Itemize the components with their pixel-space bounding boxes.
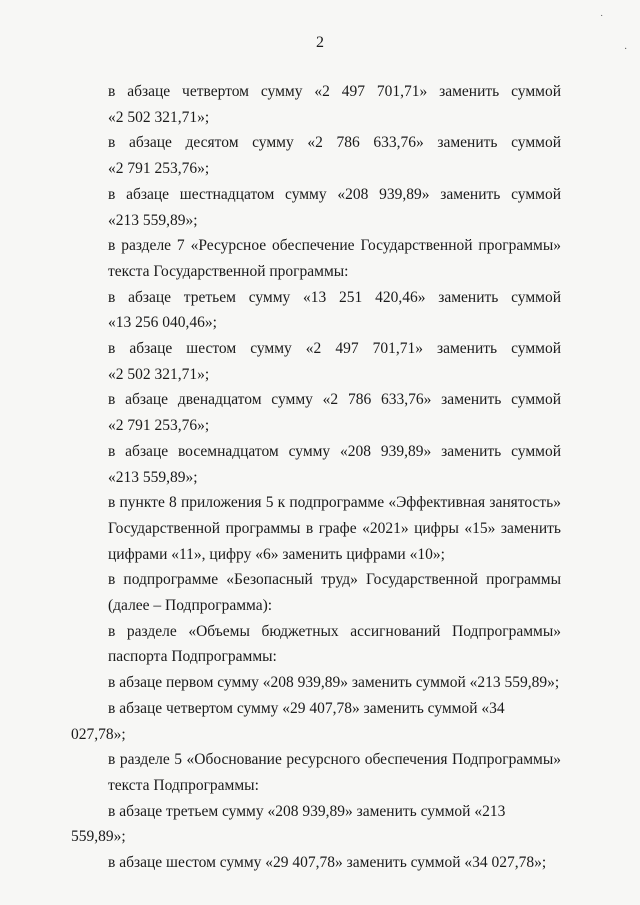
paragraph-line: «2 502 321,71»; — [108, 365, 210, 383]
amendment-paragraph — [71, 850, 561, 876]
amendment-paragraph — [71, 130, 561, 181]
paragraph-line: паспорта Подпрограммы: — [108, 648, 277, 666]
paragraph-line: текста Государственной программы: — [108, 262, 349, 280]
paragraph-line: в абзаце десятом сумму «2 786 633,76» заменить суммой — [108, 134, 561, 152]
paragraph-line: «13 256 040,46»; — [108, 314, 217, 332]
amendment-paragraph — [71, 182, 561, 233]
paragraph-line: в абзаце третьем сумму «208 939,89» заменить суммой «213 559,89»; — [71, 802, 506, 846]
paragraph-line: в абзаце третьем сумму «13 251 420,46» заменить суммой — [108, 288, 561, 306]
paragraph-line: в абзаце двенадцатом сумму «2 786 633,76» заменить суммой — [108, 391, 561, 409]
paragraph-line: «2 502 321,71»; — [108, 108, 210, 126]
paragraph-line: «213 559,89»; — [108, 468, 198, 486]
amendment-paragraph — [71, 619, 561, 670]
paragraph-line: в абзаце шестом сумму «29 407,78» заменить суммой «34 027,78»; — [108, 854, 547, 872]
amendment-paragraph — [71, 670, 561, 696]
paragraph-line: текста Подпрограммы: — [108, 776, 259, 794]
paragraph-line: «2 791 253,76»; — [108, 417, 210, 435]
paragraph-line: Государственной программы в графе «2021» цифры «15» заменить — [108, 519, 561, 537]
paragraph-line: в разделе «Объемы бюджетных ассигнований Подпрограммы» — [108, 622, 561, 640]
amendment-paragraph — [71, 439, 561, 490]
paragraph-line: в абзаце восемнадцатом сумму «208 939,89» заменить суммой — [108, 442, 561, 460]
paragraph-line: в подпрограмме «Безопасный труд» Государственной программы — [108, 571, 561, 589]
amendment-paragraph — [71, 696, 561, 747]
paragraph-line: в абзаце четвертом сумму «2 497 701,71» заменить суммой — [108, 83, 561, 100]
paragraph-line: цифрами «11», цифру «6» заменить цифрами «10»; — [108, 545, 445, 563]
document-body — [71, 79, 561, 876]
amendment-paragraph — [71, 336, 561, 387]
amendment-paragraph — [71, 79, 561, 130]
paragraph-line: в абзаце четвертом сумму «29 407,78» заменить суммой «34 027,78»; — [71, 699, 505, 743]
amendment-paragraph — [71, 387, 561, 438]
paragraph-line: в разделе 5 «Обоснование ресурсного обеспечения Подпрограммы» — [108, 751, 561, 769]
amendment-paragraph — [71, 747, 561, 798]
page-number: 2 — [316, 34, 324, 51]
paragraph-line: в разделе 7 «Ресурсное обеспечение Государственной программы» — [108, 237, 561, 255]
paragraph-line: в абзаце первом сумму «208 939,89» заменить суммой «213 559,89»; — [108, 674, 560, 692]
amendment-paragraph — [71, 490, 561, 567]
paragraph-line: в абзаце шестнадцатом сумму «208 939,89» заменить суммой — [108, 185, 561, 203]
paragraph-line: в пункте 8 приложения 5 к подпрограмме «Эффективная занятость» — [108, 494, 561, 512]
amendment-paragraph — [71, 233, 561, 284]
amendment-paragraph — [71, 799, 561, 850]
scan-speck: ˙ — [600, 14, 604, 25]
paragraph-line: (далее – Подпрограмма): — [108, 597, 273, 615]
amendment-paragraph — [71, 285, 561, 336]
paragraph-line: «213 559,89»; — [108, 211, 198, 229]
paragraph-line: в абзаце шестом сумму «2 497 701,71» заменить суммой — [108, 340, 561, 358]
paragraph-line: «2 791 253,76»; — [108, 160, 210, 178]
scan-speck: · — [624, 44, 628, 55]
amendment-paragraph — [71, 567, 561, 618]
